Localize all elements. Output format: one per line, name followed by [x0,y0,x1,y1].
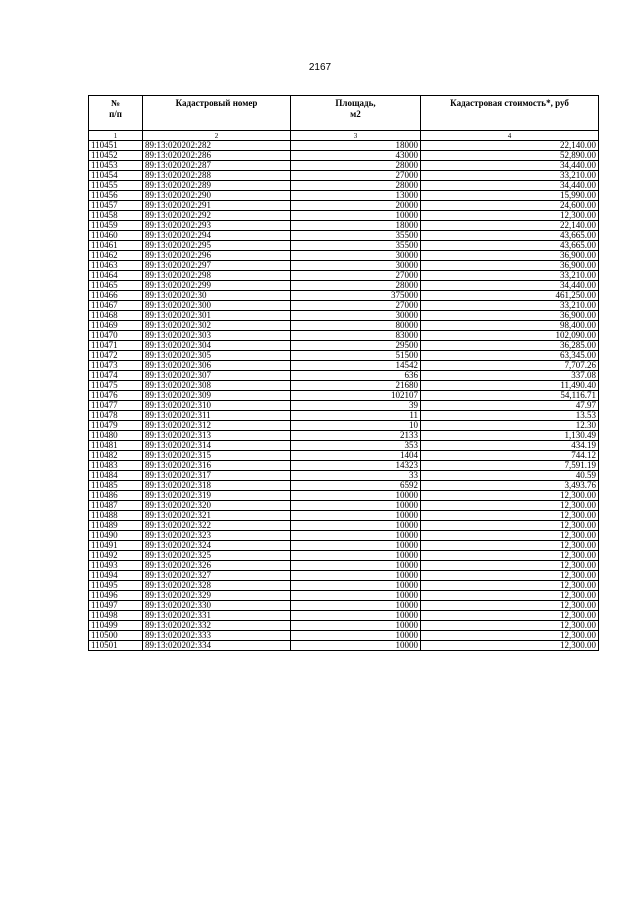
cadastral-cost-cell: 1,130.49 [421,431,599,441]
area-cell: 10000 [291,491,421,501]
header-cadastral-cost: Кадастровая стоимость*, руб [421,96,599,131]
area-cell: 10000 [291,581,421,591]
cadastral-number-cell: 89:13:020202:322 [143,521,291,531]
table-header-row [89,96,599,131]
table-row [89,441,599,451]
table-row [89,271,599,281]
cadastral-number-cell: 89:13:020202:305 [143,351,291,361]
row-number-cell: 110464 [89,271,143,281]
area-cell: 80000 [291,321,421,331]
cadastral-number-cell: 89:13:020202:301 [143,311,291,321]
cadastral-number-cell: 89:13:020202:30 [143,291,291,301]
row-number-cell: 110477 [89,401,143,411]
area-cell: 10000 [291,601,421,611]
cadastral-number-cell: 89:13:020202:312 [143,421,291,431]
area-cell: 10000 [291,561,421,571]
table-row [89,351,599,361]
row-number-cell: 110475 [89,381,143,391]
table-row [89,221,599,231]
table-row [89,171,599,181]
row-number-cell: 110484 [89,471,143,481]
row-number-cell: 110488 [89,511,143,521]
cadastral-number-cell: 89:13:020202:300 [143,301,291,311]
cadastral-number-cell: 89:13:020202:307 [143,371,291,381]
cadastral-cost-cell: 33,210.00 [421,301,599,311]
row-number-cell: 110499 [89,621,143,631]
row-number-cell: 110470 [89,331,143,341]
area-cell: 1404 [291,451,421,461]
row-number-cell: 110473 [89,361,143,371]
cadastral-cost-cell: 12,300.00 [421,611,599,621]
cadastral-number-cell: 89:13:020202:302 [143,321,291,331]
table-row [89,561,599,571]
area-cell: 636 [291,371,421,381]
row-number-cell: 110465 [89,281,143,291]
table-row [89,481,599,491]
area-cell: 10000 [291,621,421,631]
area-cell: 10000 [291,611,421,621]
cadastral-cost-cell: 36,900.00 [421,311,599,321]
area-cell: 18000 [291,141,421,151]
row-number-cell: 110453 [89,161,143,171]
cadastral-cost-cell: 11,490.40 [421,381,599,391]
cadastral-cost-cell: 98,400.00 [421,321,599,331]
row-number-cell: 110494 [89,571,143,581]
cadastral-cost-cell: 22,140.00 [421,221,599,231]
cadastral-cost-cell: 43,665.00 [421,231,599,241]
cadastral-cost-cell: 33,210.00 [421,271,599,281]
row-number-cell: 110458 [89,211,143,221]
table-row [89,421,599,431]
area-cell: 10 [291,421,421,431]
table-row [89,411,599,421]
row-number-cell: 110457 [89,201,143,211]
header-area [291,96,421,131]
table-row [89,291,599,301]
column-index-2: 2 [143,131,291,141]
cadastral-cost-cell: 12,300.00 [421,561,599,571]
row-number-cell: 110498 [89,611,143,621]
row-number-cell: 110460 [89,231,143,241]
row-number-cell: 110486 [89,491,143,501]
area-cell: 10000 [291,511,421,521]
area-cell: 30000 [291,311,421,321]
table-row [89,201,599,211]
area-cell: 10000 [291,531,421,541]
table-row [89,611,599,621]
row-number-cell: 110497 [89,601,143,611]
table-row [89,601,599,611]
cadastral-cost-cell: 12,300.00 [421,591,599,601]
cadastral-cost-cell: 12,300.00 [421,501,599,511]
row-number-cell: 110478 [89,411,143,421]
area-cell: 10000 [291,211,421,221]
area-cell: 27000 [291,271,421,281]
area-cell: 43000 [291,151,421,161]
area-cell: 6592 [291,481,421,491]
row-number-cell: 110476 [89,391,143,401]
row-number-cell: 110468 [89,311,143,321]
table-row [89,641,599,651]
cadastral-number-cell: 89:13:020202:299 [143,281,291,291]
header-cadastral-number: Кадастровый номер [143,96,291,131]
area-cell: 10000 [291,641,421,651]
area-cell: 13000 [291,191,421,201]
cadastral-number-cell: 89:13:020202:297 [143,261,291,271]
cadastral-number-cell: 89:13:020202:304 [143,341,291,351]
cadastral-number-cell: 89:13:020202:334 [143,641,291,651]
cadastral-cost-cell: 7,591.19 [421,461,599,471]
cadastral-number-cell: 89:13:020202:324 [143,541,291,551]
table-row [89,471,599,481]
table-row [89,591,599,601]
table-row [89,251,599,261]
cadastral-number-cell: 89:13:020202:315 [143,451,291,461]
area-cell: 10000 [291,501,421,511]
table-row [89,431,599,441]
cadastral-number-cell: 89:13:020202:318 [143,481,291,491]
cadastral-number-cell: 89:13:020202:308 [143,381,291,391]
area-cell: 10000 [291,541,421,551]
cadastral-cost-cell: 15,990.00 [421,191,599,201]
cadastral-number-cell: 89:13:020202:310 [143,401,291,411]
header-row-number [89,96,143,131]
cadastral-cost-cell: 12,300.00 [421,211,599,221]
table-row [89,191,599,201]
cadastral-cost-cell: 12.30 [421,421,599,431]
table-row [89,341,599,351]
cadastral-number-cell: 89:13:020202:317 [143,471,291,481]
cadastral-cost-cell: 13.53 [421,411,599,421]
table-row [89,391,599,401]
row-number-cell: 110455 [89,181,143,191]
row-number-cell: 110454 [89,171,143,181]
cadastral-cost-cell: 461,250.00 [421,291,599,301]
cadastral-number-cell: 89:13:020202:330 [143,601,291,611]
cadastral-cost-cell: 12,300.00 [421,521,599,531]
cadastral-number-cell: 89:13:020202:295 [143,241,291,251]
cadastral-cost-cell: 12,300.00 [421,511,599,521]
cadastral-number-cell: 89:13:020202:296 [143,251,291,261]
table-row [89,401,599,411]
cadastral-cost-cell: 36,285.00 [421,341,599,351]
row-number-cell: 110479 [89,421,143,431]
row-number-cell: 110485 [89,481,143,491]
row-number-cell: 110462 [89,251,143,261]
area-cell: 14542 [291,361,421,371]
area-cell: 33 [291,471,421,481]
row-number-cell: 110490 [89,531,143,541]
cadastral-cost-cell: 36,900.00 [421,251,599,261]
area-cell: 18000 [291,221,421,231]
cadastral-number-cell: 89:13:020202:325 [143,551,291,561]
page-number: 2167 [308,62,332,73]
area-cell: 35500 [291,241,421,251]
table-row [89,151,599,161]
cadastral-number-cell: 89:13:020202:326 [143,561,291,571]
cadastral-cost-cell: 40.59 [421,471,599,481]
cadastral-cost-cell: 12,300.00 [421,621,599,631]
area-cell: 83000 [291,331,421,341]
row-number-cell: 110471 [89,341,143,351]
area-cell: 375000 [291,291,421,301]
cadastral-cost-cell: 744.12 [421,451,599,461]
area-cell: 35500 [291,231,421,241]
area-cell: 30000 [291,261,421,271]
table-row [89,621,599,631]
column-index-4: 4 [421,131,599,141]
row-number-cell: 110480 [89,431,143,441]
cadastral-cost-cell: 12,300.00 [421,571,599,581]
cadastral-cost-cell: 24,600.00 [421,201,599,211]
row-number-cell: 110469 [89,321,143,331]
table-row [89,541,599,551]
area-cell: 30000 [291,251,421,261]
table-row [89,571,599,581]
cadastral-cost-cell: 43,665.00 [421,241,599,251]
table-row [89,361,599,371]
cadastral-cost-cell: 3,493.76 [421,481,599,491]
cadastral-number-cell: 89:13:020202:333 [143,631,291,641]
cadastral-cost-cell: 102,090.00 [421,331,599,341]
table-row [89,631,599,641]
cadastral-number-cell: 89:13:020202:313 [143,431,291,441]
row-number-cell: 110463 [89,261,143,271]
cadastral-number-cell: 89:13:020202:311 [143,411,291,421]
cadastral-number-cell: 89:13:020202:303 [143,331,291,341]
table-row [89,501,599,511]
row-number-cell: 110492 [89,551,143,561]
cadastral-cost-cell: 12,300.00 [421,601,599,611]
cadastral-cost-cell: 12,300.00 [421,531,599,541]
table-row [89,551,599,561]
area-cell: 2133 [291,431,421,441]
area-cell: 10000 [291,571,421,581]
cadastral-number-cell: 89:13:020202:291 [143,201,291,211]
cadastral-number-cell: 89:13:020202:293 [143,221,291,231]
cadastral-cost-cell: 63,345.00 [421,351,599,361]
cadastral-cost-cell: 12,300.00 [421,541,599,551]
table-row [89,521,599,531]
table-row [89,371,599,381]
row-number-cell: 110456 [89,191,143,201]
area-cell: 28000 [291,181,421,191]
area-cell: 20000 [291,201,421,211]
table-row [89,331,599,341]
cadastral-number-cell: 89:13:020202:320 [143,501,291,511]
cadastral-cost-cell: 47.97 [421,401,599,411]
area-cell: 39 [291,401,421,411]
row-number-cell: 110466 [89,291,143,301]
table-row [89,281,599,291]
row-number-cell: 110467 [89,301,143,311]
cadastral-number-cell: 89:13:020202:331 [143,611,291,621]
table-row [89,511,599,521]
cadastral-number-cell: 89:13:020202:329 [143,591,291,601]
table-row [89,211,599,221]
header-area-text: Площадь, м2 [335,98,376,119]
table-row [89,241,599,251]
row-number-cell: 110482 [89,451,143,461]
cadastral-number-cell: 89:13:020202:282 [143,141,291,151]
area-cell: 353 [291,441,421,451]
cadastral-cost-cell: 33,210.00 [421,171,599,181]
table-row [89,381,599,391]
cadastral-cost-cell: 34,440.00 [421,161,599,171]
row-number-cell: 110501 [89,641,143,651]
table-row [89,531,599,541]
cadastral-cost-cell: 434.19 [421,441,599,451]
cadastral-cost-cell: 36,900.00 [421,261,599,271]
cadastral-number-cell: 89:13:020202:286 [143,151,291,161]
table-row [89,161,599,171]
cadastral-number-cell: 89:13:020202:323 [143,531,291,541]
table-row [89,461,599,471]
cadastral-cost-cell: 337.08 [421,371,599,381]
cadastral-cost-cell: 12,300.00 [421,551,599,561]
cadastral-number-cell: 89:13:020202:314 [143,441,291,451]
table-row [89,141,599,151]
cadastral-number-cell: 89:13:020202:287 [143,161,291,171]
table-row [89,181,599,191]
cadastral-cost-cell: 22,140.00 [421,141,599,151]
row-number-cell: 110493 [89,561,143,571]
cadastral-cost-cell: 34,440.00 [421,181,599,191]
cadastral-number-cell: 89:13:020202:327 [143,571,291,581]
table-row [89,231,599,241]
table-row [89,321,599,331]
cadastral-number-cell: 89:13:020202:290 [143,191,291,201]
area-cell: 11 [291,411,421,421]
cadastral-cost-cell: 12,300.00 [421,641,599,651]
area-cell: 21680 [291,381,421,391]
cadastral-number-cell: 89:13:020202:321 [143,511,291,521]
cadastral-table [88,95,599,651]
row-number-cell: 110461 [89,241,143,251]
row-number-cell: 110500 [89,631,143,641]
area-cell: 27000 [291,171,421,181]
row-number-cell: 110451 [89,141,143,151]
table-row [89,451,599,461]
table-body [89,141,599,651]
cadastral-number-cell: 89:13:020202:306 [143,361,291,371]
area-cell: 10000 [291,551,421,561]
column-index-3: 3 [291,131,421,141]
area-cell: 10000 [291,591,421,601]
area-cell: 28000 [291,281,421,291]
area-cell: 10000 [291,521,421,531]
cadastral-number-cell: 89:13:020202:319 [143,491,291,501]
column-index-row [89,131,599,141]
row-number-cell: 110483 [89,461,143,471]
cadastral-cost-cell: 54,116.71 [421,391,599,401]
cadastral-number-cell: 89:13:020202:332 [143,621,291,631]
table-row [89,311,599,321]
area-cell: 102107 [291,391,421,401]
area-cell: 14323 [291,461,421,471]
row-number-cell: 110474 [89,371,143,381]
table-row [89,261,599,271]
area-cell: 27000 [291,301,421,311]
row-number-cell: 110491 [89,541,143,551]
column-index-1: 1 [89,131,143,141]
row-number-cell: 110496 [89,591,143,601]
area-cell: 51500 [291,351,421,361]
area-cell: 28000 [291,161,421,171]
cadastral-number-cell: 89:13:020202:289 [143,181,291,191]
table-row [89,491,599,501]
cadastral-number-cell: 89:13:020202:294 [143,231,291,241]
row-number-cell: 110487 [89,501,143,511]
cadastral-cost-cell: 7,707.26 [421,361,599,371]
row-number-cell: 110481 [89,441,143,451]
row-number-cell: 110459 [89,221,143,231]
cadastral-cost-cell: 12,300.00 [421,581,599,591]
cadastral-number-cell: 89:13:020202:309 [143,391,291,401]
row-number-cell: 110489 [89,521,143,531]
row-number-cell: 110452 [89,151,143,161]
cadastral-number-cell: 89:13:020202:292 [143,211,291,221]
cadastral-cost-cell: 12,300.00 [421,631,599,641]
cadastral-cost-cell: 12,300.00 [421,491,599,501]
table-row [89,301,599,311]
cadastral-cost-cell: 34,440.00 [421,281,599,291]
table-row [89,581,599,591]
cadastral-number-cell: 89:13:020202:288 [143,171,291,181]
area-cell: 10000 [291,631,421,641]
header-row-number-text: № п/п [109,98,122,119]
area-cell: 29500 [291,341,421,351]
row-number-cell: 110472 [89,351,143,361]
cadastral-cost-cell: 52,890.00 [421,151,599,161]
cadastral-number-cell: 89:13:020202:316 [143,461,291,471]
row-number-cell: 110495 [89,581,143,591]
cadastral-number-cell: 89:13:020202:298 [143,271,291,281]
cadastral-number-cell: 89:13:020202:328 [143,581,291,591]
